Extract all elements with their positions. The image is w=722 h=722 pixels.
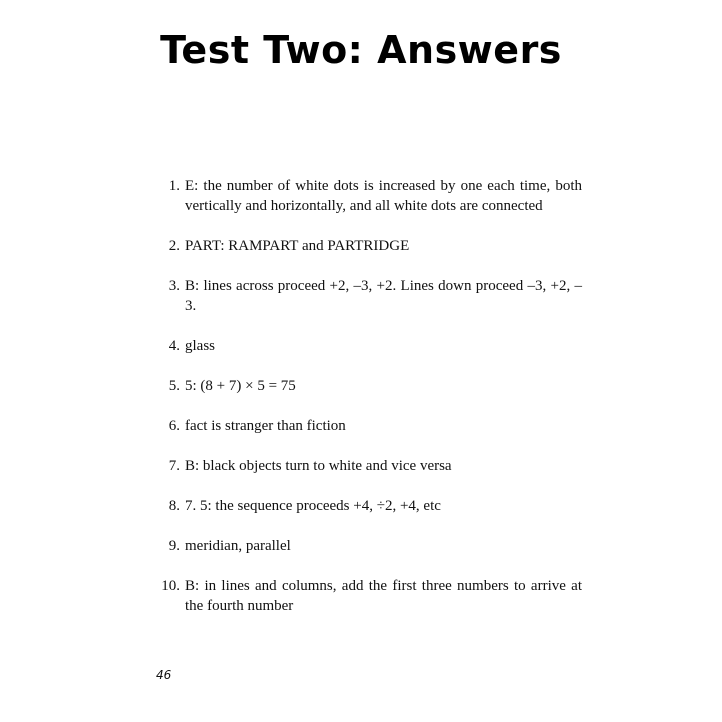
answer-text: PART: RAMPART and PARTRIDGE: [185, 238, 410, 254]
answer-item: [154, 536, 582, 556]
answer-number: 10.: [161, 578, 180, 594]
answer-text: 5: (8 + 7) × 5 = 75: [185, 378, 296, 394]
answer-item: [154, 276, 582, 316]
answer-text: fact is stranger than fiction: [185, 418, 346, 434]
answer-number: 3.: [168, 278, 180, 294]
answer-item: [154, 416, 582, 436]
answer-number: 9.: [168, 538, 180, 554]
answer-item: [154, 236, 582, 256]
answer-number: 8.: [168, 498, 180, 514]
answer-list: [154, 176, 582, 636]
answer-text: B: in lines and columns, add the first three numbers to arrive at the fourth number: [185, 578, 582, 614]
answer-number: 2.: [168, 238, 180, 254]
answer-number: 1.: [168, 178, 180, 194]
answer-item: [154, 456, 582, 476]
answer-text: meridian, parallel: [185, 538, 291, 554]
answer-item: [154, 376, 582, 396]
answer-item: [154, 576, 582, 616]
answer-item: [154, 176, 582, 216]
answer-number: 5.: [168, 378, 180, 394]
answer-text: glass: [185, 338, 215, 354]
answer-number: 6.: [168, 418, 180, 434]
answer-text: B: lines across proceed +2, –3, +2. Lines down proceed –3, +2, –3.: [185, 278, 582, 314]
page-number: 46: [156, 668, 172, 682]
answer-text: B: black objects turn to white and vice versa: [185, 458, 452, 474]
answer-number: 4.: [168, 338, 180, 354]
answer-text: E: the number of white dots is increased by one each time, both vertically and horizontally, and all white dots are connected: [185, 178, 582, 214]
answer-text: 7. 5: the sequence proceeds +4, ÷2, +4, etc: [185, 498, 441, 514]
page-title: Test Two: Answers: [160, 28, 562, 72]
answer-item: [154, 496, 582, 516]
answer-number: 7.: [168, 458, 180, 474]
answer-item: [154, 336, 582, 356]
